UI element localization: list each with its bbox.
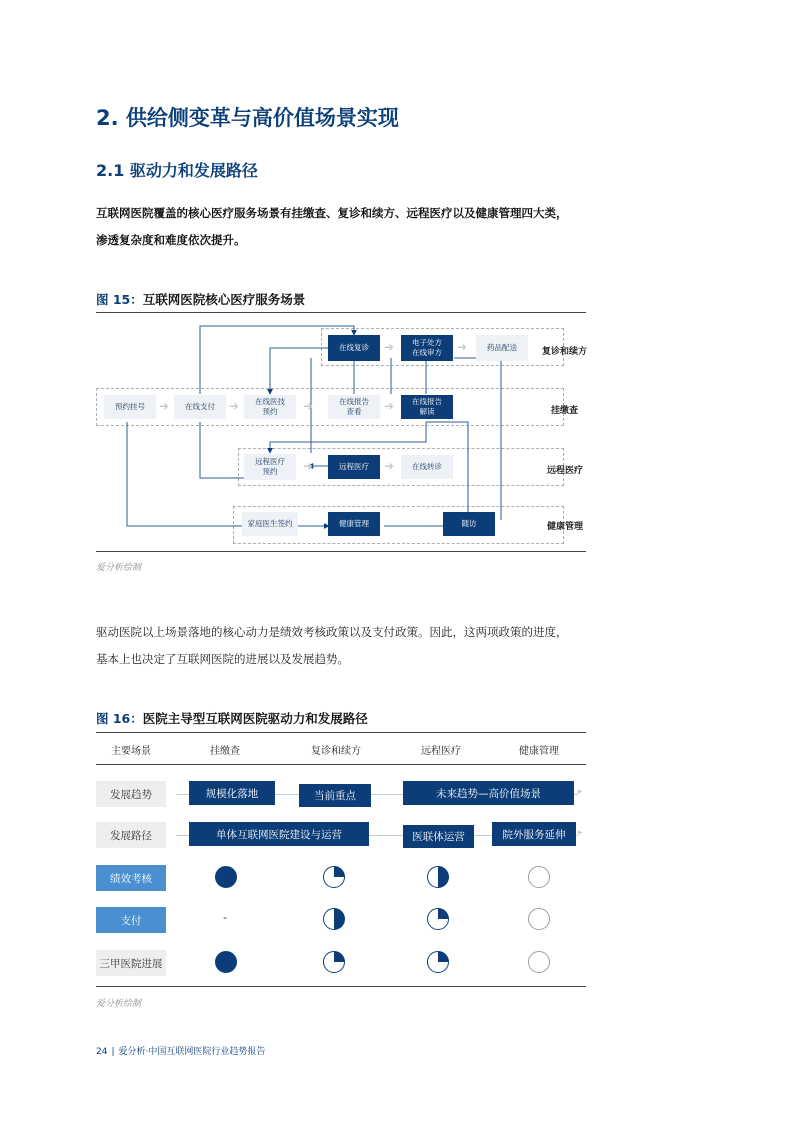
section-title: 2. 供给侧变革与高价值场景实现 xyxy=(96,106,399,130)
table-header-pay: 挂缴查 xyxy=(210,746,240,757)
node-report-interpret: 在线报告 解读 xyxy=(401,395,453,419)
footer-divider: | xyxy=(111,1047,115,1057)
node-report-view: 在线报告 查看 xyxy=(328,395,380,419)
table-header-remote: 远程医疗 xyxy=(421,746,461,757)
chevron-right-icon: ➜ xyxy=(159,399,170,413)
figure-16-number: 图 16： xyxy=(96,711,143,726)
page-number: 24 xyxy=(96,1047,108,1057)
trend-pill-scale: 规模化落地 xyxy=(189,781,275,805)
lead-paragraph-line-1: 互联网医院覆盖的核心医疗服务场景有挂缴查、复诊和续方、远程医疗以及健康管理四大类， xyxy=(96,206,568,220)
lane-label-health: 健康管理 xyxy=(547,522,584,532)
row-label-tier3: 三甲医院进展 xyxy=(96,950,166,976)
node-medtech-booking: 在线医技 预约 xyxy=(244,395,296,419)
chevron-right-icon: ➜ xyxy=(303,459,314,473)
progress-payment-2 xyxy=(428,909,449,930)
page-footer xyxy=(96,1044,265,1057)
table-header-renew: 复诊和续方 xyxy=(311,746,361,757)
trend-pill-focus: 当前重点 xyxy=(299,784,371,807)
row-label-trend: 发展趋势 xyxy=(96,781,166,807)
arrow-right-icon: ▸ xyxy=(578,787,583,797)
progress-kpi-3 xyxy=(529,867,550,888)
trend-pill-future: 未来趋势—高价值场景 xyxy=(403,781,574,805)
progress-tier3-3 xyxy=(529,952,550,973)
body-paragraph-line-1: 驱动医院以上场景落地的核心动力是绩效考核政策以及支付政策。因此，这两项政策的进度， xyxy=(96,625,568,639)
node-booking: 预约挂号 xyxy=(104,395,156,419)
node-family-doctor: 家庭医生签约 xyxy=(242,512,298,536)
chevron-right-icon: ➜ xyxy=(384,399,395,413)
node-followup: 随访 xyxy=(443,512,495,536)
figure-15-title-text: 互联网医院核心医疗服务场景 xyxy=(142,292,306,307)
progress-tier3-2 xyxy=(428,952,449,973)
path-pill-outside: 院外服务延伸 xyxy=(492,822,576,846)
figure-16-bottom-rule xyxy=(96,986,586,987)
progress-tier3-1 xyxy=(324,952,345,973)
path-pill-alliance: 医联体运营 xyxy=(403,825,474,848)
node-online-revisit: 在线复诊 xyxy=(328,335,380,361)
chevron-right-icon: ➜ xyxy=(457,340,468,354)
table-header-health: 健康管理 xyxy=(519,746,559,757)
lane-label-pay: 挂缴查 xyxy=(551,406,579,416)
chevron-right-icon: ➜ xyxy=(229,399,240,413)
lane-label-renew: 复诊和续方 xyxy=(542,347,588,357)
lead-paragraph-line-2: 渗透复杂度和难度依次提升。 xyxy=(96,233,246,247)
table-header-scene: 主要场景 xyxy=(111,746,151,757)
figure-15-number: 图 15： xyxy=(96,292,143,307)
chevron-right-icon: ➜ xyxy=(384,459,395,473)
node-online-pay: 在线支付 xyxy=(174,395,226,419)
row-label-path: 发展路径 xyxy=(96,822,166,848)
progress-kpi-1 xyxy=(324,867,345,888)
chevron-right-icon: ➜ xyxy=(303,399,314,413)
payment-pay-dash: - xyxy=(223,911,227,924)
lane-label-remote: 远程医疗 xyxy=(547,466,584,476)
node-drug-delivery: 药品配送 xyxy=(476,335,528,361)
progress-payment-3 xyxy=(529,909,550,930)
node-online-referral: 在线转诊 xyxy=(401,455,453,479)
subsection-title: 2.1 驱动力和发展路径 xyxy=(96,161,258,180)
body-paragraph-line-2: 基本上也决定了互联网医院的进展以及发展趋势。 xyxy=(96,652,349,666)
progress-payment-1 xyxy=(324,909,345,930)
node-eprescription: 电子处方 在线审方 xyxy=(401,335,453,361)
arrow-right-icon: ▸ xyxy=(578,828,583,838)
chevron-right-icon: ➜ xyxy=(384,340,395,354)
path-pill-single: 单体互联网医院建设与运营 xyxy=(189,822,369,846)
figure-16-caption: 爱分析绘制 xyxy=(96,999,142,1009)
figure-15-caption: 爱分析绘制 xyxy=(96,563,142,573)
progress-kpi-0 xyxy=(216,867,237,888)
progress-tier3-0 xyxy=(216,952,237,973)
node-health-mgmt: 健康管理 xyxy=(328,512,380,536)
footer-title: 爱分析·中国互联网医院行业趋势报告 xyxy=(118,1047,266,1057)
node-remote-booking: 远程医疗 预约 xyxy=(244,454,296,480)
row-label-payment: 支付 xyxy=(96,907,166,933)
figure-16-title-text: 医院主导型互联网医院驱动力和发展路径 xyxy=(142,711,368,726)
node-remote-medical: 远程医疗 xyxy=(328,455,380,479)
row-label-kpi: 绩效考核 xyxy=(96,865,166,891)
progress-kpi-2 xyxy=(428,867,449,888)
